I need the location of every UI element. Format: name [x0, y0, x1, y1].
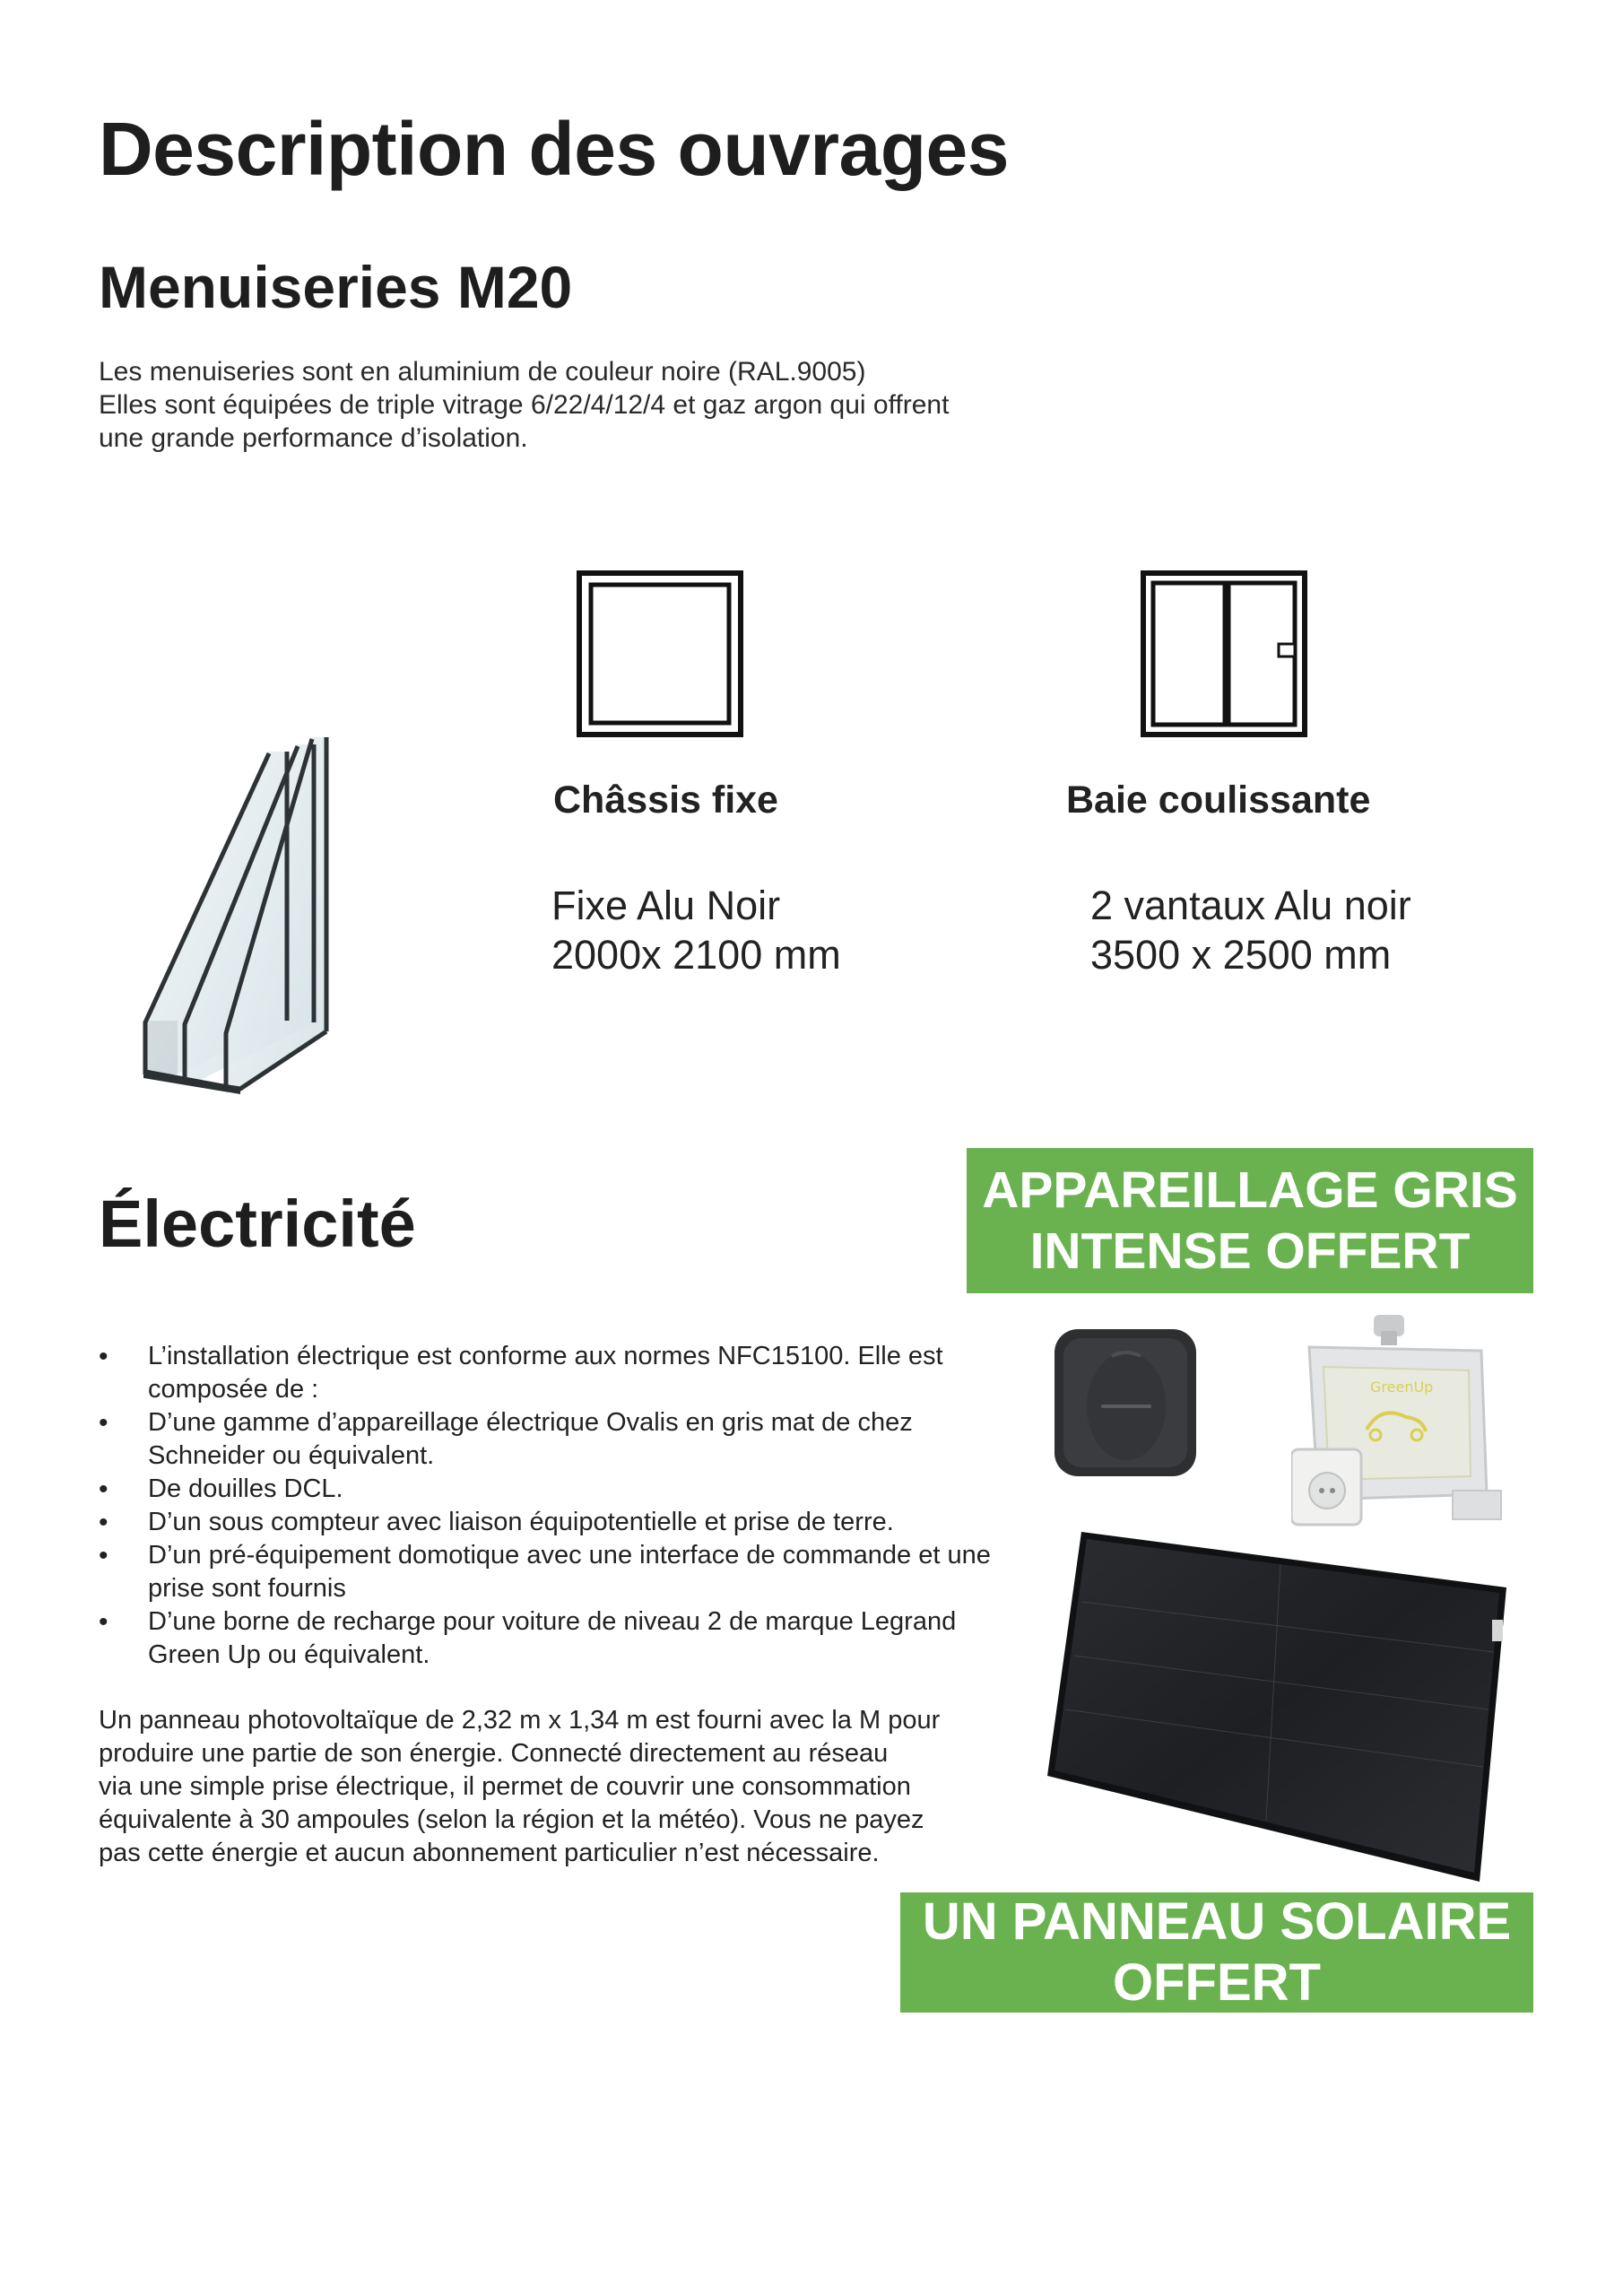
- spec-line: Fixe Alu Noir: [551, 883, 781, 928]
- section-title-menuiseries: Menuiseries M20: [99, 254, 573, 320]
- triple-glazing-image: [135, 735, 341, 1094]
- list-item: • D’une borne de recharge pour voiture de niveau 2 de marque Legrand Green Up ou équivalent.: [99, 1605, 995, 1672]
- spec-line: 2000x 2100 mm: [551, 932, 841, 978]
- light-switch-image: [1051, 1326, 1200, 1480]
- paragraph-line: via une simple prise électrique, il permet de couvrir une consommation: [99, 1772, 911, 1801]
- window-spec-baie: [1090, 881, 1411, 979]
- banner-line: UN PANNEAU SOLAIRE: [922, 1892, 1512, 1951]
- paragraph-line: Un panneau photovoltaïque de 2,32 m x 1,34 m est fourni avec la M pour: [99, 1706, 941, 1735]
- banner-line: OFFERT: [1113, 1953, 1321, 2012]
- paragraph-line: équivalente à 30 ampoules (selon la région et la météo). Vous ne payez: [99, 1805, 924, 1834]
- list-item: • D’une gamme d’appareillage électrique Ovalis en gris mat de chez Schneider ou équivalent.: [99, 1406, 995, 1473]
- window-name-fixe: Châssis fixe: [553, 778, 778, 822]
- list-item: • D’un pré-équipement domotique avec une interface de commande et une prise sont fournis: [99, 1539, 995, 1605]
- solar-panel-image: [1046, 1530, 1510, 1882]
- window-name-baie: Baie coulissante: [1066, 778, 1371, 822]
- page-title: Description des ouvrages: [99, 107, 1009, 191]
- paragraph-line: pas cette énergie et aucun abonnement particulier n’est nécessaire.: [99, 1839, 880, 1867]
- intro-line: Les menuiseries sont en aluminium de couleur noire (RAL.9005): [99, 357, 866, 387]
- paragraph-line: produire une partie de son énergie. Connecté directement au réseau: [99, 1739, 889, 1768]
- charger-logo: GreenUp: [1370, 1378, 1434, 1396]
- offer-banner-panneau-solaire: [900, 1892, 1533, 2013]
- spec-line: 2 vantaux Alu noir: [1090, 883, 1411, 928]
- photovoltaic-paragraph: [99, 1704, 995, 1870]
- list-item: • De douilles DCL.: [99, 1473, 995, 1506]
- intro-line: Elles sont équipées de triple vitrage 6/22/4/12/4 et gaz argon qui offrent: [99, 390, 950, 420]
- section-title-electricite: Électricité: [99, 1187, 416, 1261]
- window-spec-fixe: [551, 881, 841, 979]
- intro-line: une grande performance d’isolation.: [99, 423, 528, 453]
- spec-line: 3500 x 2500 mm: [1090, 932, 1392, 978]
- list-item: • L’installation électrique est conforme aux normes NFC15100. Elle est composée de :: [99, 1340, 995, 1406]
- fixed-frame-icon: [577, 570, 743, 737]
- electricite-bullet-list: [99, 1340, 995, 1672]
- sliding-door-icon: [1141, 570, 1307, 737]
- banner-line: INTENSE OFFERT: [1029, 1222, 1471, 1280]
- banner-line: APPAREILLAGE GRIS: [982, 1161, 1518, 1219]
- offer-banner-appareillage: [967, 1148, 1533, 1293]
- menuiseries-intro: [99, 355, 1067, 455]
- list-item: • D’un sous compteur avec liaison équipotentielle et prise de terre.: [99, 1506, 995, 1539]
- ev-charger-image: [1291, 1315, 1506, 1530]
